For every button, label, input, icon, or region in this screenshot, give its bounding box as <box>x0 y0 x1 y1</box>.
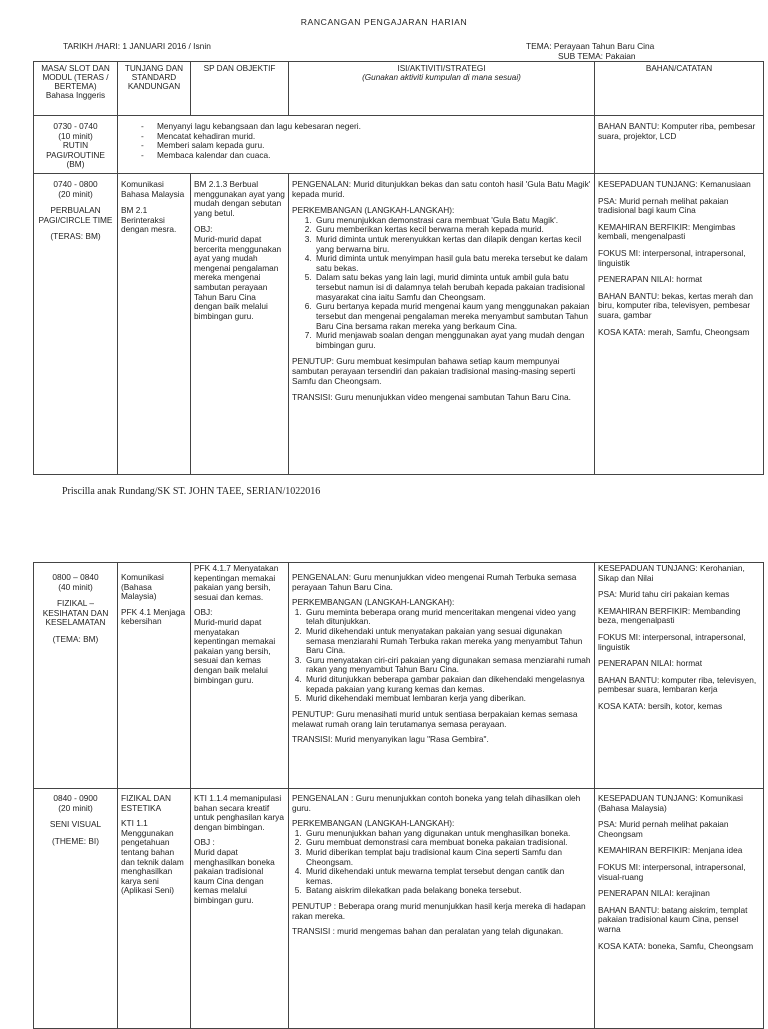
list-item: - Memberi salam kepada guru. <box>141 141 591 151</box>
steps-list <box>292 216 591 351</box>
slot-cell <box>34 789 118 1029</box>
tunjang-cell <box>118 563 191 789</box>
note-bahan: BAHAN BANTU: komputer riba, televisyen, pembesar suara, lembaran kerja <box>598 674 757 695</box>
slot-time: 0840 - 0900 <box>53 793 98 803</box>
note-fokus: FOKUS MI: interpersonal, intrapersonal, linguistik <box>598 248 746 268</box>
slot-teras: (BM) <box>66 159 85 170</box>
routine-list <box>121 122 591 160</box>
pengenalan-text: PENGENALAN: Guru menunjukkan video mengenai Rumah Terbuka semasa perayaan Tahun Baru Cina. <box>292 572 577 592</box>
slot-time: 0800 – 0840 <box>52 572 99 582</box>
slot-teras: (THEME: BI) <box>51 835 99 846</box>
penutup-text: PENUTUP : Beberapa orang murid menunjukkan hasil kerja mereka di hadapan rakan mereka. <box>292 901 586 921</box>
slot-duration: (40 minit) <box>58 581 93 592</box>
header-tunjang: TUNJANG DAN STANDARD KANDUNGAN <box>118 62 191 116</box>
signature: Priscilla anak Rundang/SK ST. JOHN TAEE, SERIAN/1022016 <box>62 486 321 497</box>
sp-cell <box>191 789 289 1029</box>
list-item: 3. Murid diminta untuk merenyukkan kertas dan dilapik dengan kertas kecil yang berwarna biru. <box>314 235 591 254</box>
sp-text: KTI 1.1.4 memanipulasi bahan secara kreatif untuk penghasilan karya dengan bimbingan. <box>194 793 284 832</box>
slot-name: SENI VISUAL <box>49 819 102 830</box>
table-row <box>34 789 764 1029</box>
sp-cell <box>191 174 289 475</box>
note-kesepaduan: KESEPADUAN TUNJANG: Komunikasi (Bahasa Malaysia) <box>598 793 743 813</box>
list-item: 5. Dalam satu bekas yang lain lagi, murid diminta untuk ambil gula batu tersebut namun isi di dalamnya telah berubah kepada pakaian tradisional masyarakat cina iaitu Samfu dan Cheongsam. <box>314 273 591 302</box>
list-item: - Mencatat kehadiran murid. <box>141 132 591 142</box>
sp-text: PFK 4.1.7 Menyatakan kepentingan memakai pakaian yang bersih, sesuai dan kemas. <box>194 563 279 602</box>
date-line: TARIKH /HARI: 1 JANUARI 2016 / Isnin <box>63 41 211 51</box>
page-title: RANCANGAN PENGAJARAN HARIAN <box>300 17 468 27</box>
slot-duration: (20 minit) <box>58 188 93 199</box>
sp-text: BM 2.1.3 Berbual menggunakan ayat yang mudah dengan sebutan yang betul. <box>194 179 285 218</box>
note-fokus: FOKUS MI: interpersonal, intrapersonal, linguistik <box>598 632 746 652</box>
list-item: - Menyanyi lagu kebangsaan dan lagu kebesaran negeri. <box>141 122 591 132</box>
header-sp: SP DAN OBJEKTIF <box>191 62 289 116</box>
perkembangan-label: PERKEMBANGAN (LANGKAH-LANGKAH): <box>292 818 455 829</box>
header-masa-label: MASA/ SLOT DAN MODUL (TERAS / BERTEMA) <box>41 64 110 92</box>
list-item: 4. Murid diminta untuk menyimpan hasil gula batu mereka tersebut ke dalam satu bekas. <box>314 254 591 273</box>
note-kosa-kata: KOSA KATA: boneka, Samfu, Cheongsam <box>598 940 754 951</box>
transisi-text: TRANSISI: Murid menyanyikan lagu "Rasa Gembira". <box>292 734 489 745</box>
header-bahan: BAHAN/CATATAN <box>595 62 764 116</box>
list-item: 3. Murid diberikan templat baju tradisional kaum Cina seperti Samfu dan Cheongsam. <box>304 848 591 867</box>
list-item: 4. Murid dikehendaki untuk mewarna templat tersebut dengan cantik dan kemas. <box>304 867 591 886</box>
header-isi <box>289 62 595 116</box>
bahan-cell: BAHAN BANTU: Komputer riba, pembesar suara, projektor, LCD <box>595 116 764 174</box>
penutup-text: PENUTUP: Guru menasihati murid untuk sentiasa berpakaian kemas semasa melawat rumah orang lain terutamanya semasa perayaan. <box>292 708 578 729</box>
note-kesepaduan: KESEPADUAN TUNJANG: Kerohanian, Sikap dan Nilai <box>598 563 745 583</box>
standard-text: BM 2.1 Berinteraksi dengan mesra. <box>121 205 177 235</box>
perkembangan-label: PERKEMBANGAN (LANGKAH-LANGKAH): <box>292 205 455 216</box>
obj-text: Murid-murid dapat bercerita menggunakan ayat yang mudah mengenai pengalaman mereka mengenai sambutan perayaan Tahun Baru Cina dengan baik melalui bimbingan guru. <box>194 234 282 321</box>
table-row <box>34 174 764 475</box>
steps-list <box>292 829 591 896</box>
table-header-row <box>34 62 764 116</box>
activity-cell <box>289 174 595 475</box>
pengenalan-text: PENGENALAN : Guru menunjukkan contoh boneka yang telah dihasilkan oleh guru. <box>292 793 581 813</box>
activity-cell <box>118 116 595 174</box>
standard-text: PFK 4.1 Menjaga kebersihan <box>121 606 186 627</box>
standard-text: KTI 1.1 Menggunakan pengetahuan tentang bahan dan teknik dalam menghasilkan karya seni (Aplikasi Seni) <box>121 818 184 896</box>
list-item: 1. Guru menunjukkan bahan yang digunakan untuk menghasilkan boneka. <box>304 829 591 839</box>
slot-time: 0730 - 0740 <box>53 121 98 131</box>
bahan-cell <box>595 563 764 789</box>
list-item: 3. Guru menyatakan ciri-ciri pakaian yang digunakan semasa menziarahi rumah rakan yang menyambut Tahun Baru Cina. <box>304 656 591 675</box>
obj-text: Murid dapat menghasilkan boneka pakaian tradisional kaum Cina dengan kemas melalui bimbingan guru. <box>194 847 275 906</box>
lesson-plan-table-2 <box>33 562 764 1029</box>
slot-name: FIZIKAL – KESIHATAN DAN KESELAMATAN <box>42 598 109 628</box>
tunjang-text: FIZIKAL DAN ESTETIKA <box>121 793 171 813</box>
slot-cell <box>34 174 118 475</box>
header-masa-sub: Bahasa Inggeris <box>45 91 106 101</box>
note-fokus: FOKUS MI: interpersonal, intrapersonal, visual-ruang <box>598 862 746 882</box>
steps-list <box>292 608 591 704</box>
list-item: 6. Guru bertanya kepada murid mengenai kaum yang menggunakan pakaian tersebut dan mengenai pengalaman mereka menyambut sambutan Tahun Baru Cina bersama rakan mereka yang berkaum Cina. <box>314 302 591 331</box>
transisi-text: TRANSISI : murid mengemas bahan dan peralatan yang telah digunakan. <box>292 926 564 937</box>
pengenalan-text: PENGENALAN: Murid ditunjukkan bekas dan satu contoh hasil 'Gula Batu Magik' kepada murid. <box>292 179 591 199</box>
list-item: - Membaca kalendar dan cuaca. <box>141 151 591 161</box>
note-nilai: PENERAPAN NILAI: hormat <box>598 274 703 285</box>
penutup-text: PENUTUP: Guru membuat kesimpulan bahawa setiap kaum mempunyai sambutan perayaan tersendiri dan pakaian tradisional masing-masing seperti Samfu dan Cheongsam. <box>292 356 576 386</box>
note-psa: PSA: Murid pernah melihat pakaian tradisional bagi kaum Cina <box>598 195 729 216</box>
tunjang-text: Komunikasi Bahasa Malaysia <box>121 179 185 199</box>
bahan-cell <box>595 174 764 475</box>
obj-label: OBJ: <box>194 224 213 235</box>
slot-duration: (10 minit) <box>58 130 93 141</box>
obj-label: OBJ : <box>194 837 215 848</box>
header-isi-label: ISI/AKTIVITI/STRATEGI <box>397 64 486 73</box>
header-masa <box>34 62 118 116</box>
slot-cell <box>34 116 118 174</box>
list-item: 7. Murid menjawab soalan dengan menggunakan ayat yang mudah dengan bimbingan guru. <box>314 331 591 350</box>
tema-line: TEMA: Perayaan Tahun Baru Cina <box>526 41 655 51</box>
note-bahan: BAHAN BANTU: batang aiskrim, templat pakaian tradisional kaum Cina, pensel warna <box>598 904 748 935</box>
header-isi-sub: (Gunakan aktiviti kumpulan di mana sesuai) <box>362 73 521 83</box>
perkembangan-label: PERKEMBANGAN (LANGKAH-LANGKAH): <box>292 597 455 608</box>
note-kemahiran: KEMAHIRAN BERFIKIR: Membanding beza, mengenalpasti <box>598 605 741 626</box>
slot-teras: (TEMA: BM) <box>52 634 99 645</box>
activity-cell <box>289 563 595 789</box>
note-kemahiran: KEMAHIRAN BERFIKIR: Menjana idea <box>598 845 743 856</box>
note-nilai: PENERAPAN NILAI: hormat <box>598 658 703 669</box>
note-nilai: PENERAPAN NILAI: kerajinan <box>598 888 710 899</box>
subtema-line: SUB TEMA: Pakaian <box>558 51 636 61</box>
transisi-text: TRANSISI: Guru menunjukkan video mengenai sambutan Tahun Baru Cina. <box>292 392 571 403</box>
list-item: 5. Murid dikehendaki membuat lembaran kerja yang diberikan. <box>304 694 591 704</box>
list-item: 5. Batang aiskrim dilekatkan pada belakang boneka tersebut. <box>304 886 591 896</box>
note-kemahiran: KEMAHIRAN BERFIKIR: Mengimbas kembali, mengenalpasti <box>598 221 736 242</box>
obj-label: OBJ: <box>194 607 213 618</box>
slot-cell <box>34 563 118 789</box>
tunjang-cell <box>118 174 191 475</box>
tunjang-cell <box>118 789 191 1029</box>
slot-duration: (20 minit) <box>58 802 93 813</box>
activity-cell <box>289 789 595 1029</box>
slot-teras: (TERAS: BM) <box>50 231 101 242</box>
list-item: 2. Guru memberikan kertas kecil berwarna merah kepada murid. <box>314 225 591 235</box>
list-item: 4. Murid ditunjukkan beberapa gambar pakaian dan dikehendaki mengelasnya kepada pakaian yang kurang kemas dan kemas. <box>304 675 591 694</box>
note-bahan: BAHAN BANTU: bekas, kertas merah dan biru, komputer riba, televisyen, pembesar suara, gambar <box>598 290 753 321</box>
sp-cell <box>191 563 289 789</box>
obj-text: Murid-murid dapat menyatakan kepentingan memakai pakaian yang bersih, sesuai dan kemas dengan baik melalui bimbingan guru. <box>194 617 276 685</box>
slot-name: PERBUALAN PAGI/CIRCLE TIME <box>38 205 113 225</box>
note-kesepaduan: KESEPADUAN TUNJANG: Kemanusiaan <box>598 179 751 189</box>
lesson-plan-table-1 <box>33 61 764 475</box>
list-item: 2. Guru membuat demonstrasi cara membuat boneka pakaian tradisional. <box>304 838 591 848</box>
list-item: 2. Murid dikehendaki untuk menyatakan pakaian yang sesuai digunakan semasa menziarahi Rumah Terbuka rakan mereka yang menyambut Tahun Baru Cina. <box>304 627 591 656</box>
table-row <box>34 116 764 174</box>
note-kosa-kata: KOSA KATA: merah, Samfu, Cheongsam <box>598 326 750 337</box>
bahan-cell <box>595 789 764 1029</box>
tunjang-text: Komunikasi (Bahasa Malaysia) <box>121 572 164 602</box>
note-kosa-kata: KOSA KATA: bersih, kotor, kemas <box>598 701 723 712</box>
note-psa: PSA: Murid tahu ciri pakaian kemas <box>598 589 730 600</box>
slot-name: RUTIN PAGI/ROUTINE <box>46 140 105 160</box>
note-psa: PSA: Murid pernah melihat pakaian Cheongsam <box>598 819 729 839</box>
list-item: 1. Guru menunjukkan demonstrasi cara membuat 'Gula Batu Magik'. <box>314 216 591 226</box>
slot-time: 0740 - 0800 <box>53 179 98 189</box>
list-item: 1. Guru meminta beberapa orang murid menceritakan mengenai video yang telah ditunjukkan. <box>304 608 591 627</box>
table-row <box>34 563 764 789</box>
